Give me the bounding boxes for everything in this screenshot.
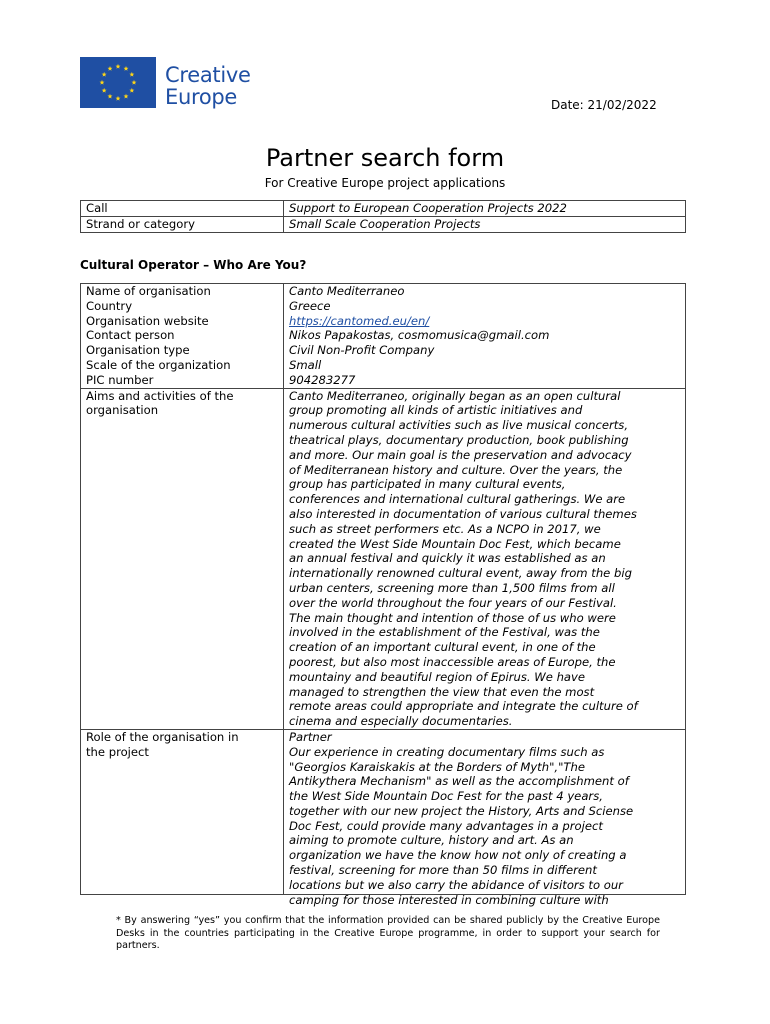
- aims-line: group has participated in many cultural events,: [289, 477, 566, 492]
- role-line: the West Side Mountain Doc Fest for the past 4 years,: [289, 789, 603, 804]
- label-type: Organisation type: [86, 343, 190, 358]
- aims-line: conferences and international cultural gatherings. We are: [289, 492, 626, 507]
- role-line: camping for those interested in combining culture with: [289, 892, 609, 907]
- table-row: [81, 284, 686, 389]
- eu-flag-icon: [80, 57, 156, 108]
- flag-star: [132, 80, 137, 85]
- flag-star: [102, 72, 107, 77]
- table-row: [81, 216, 686, 232]
- role-line: Partner: [289, 729, 332, 744]
- label-name: Name of organisation: [86, 284, 211, 298]
- logo-wordmark: [165, 64, 251, 108]
- flag-star: [102, 88, 107, 93]
- flag-star: [116, 64, 121, 69]
- table-row: [81, 388, 686, 729]
- value-scale: Small: [289, 357, 322, 372]
- value-type: Civil Non-Profit Company: [289, 343, 435, 358]
- aims-line: cinema and especially documentaries.: [289, 714, 513, 729]
- flag-star: [116, 96, 121, 101]
- aims-label-line: organisation: [86, 403, 159, 418]
- role-line: aiming to promote culture, history and art. As an: [289, 833, 574, 848]
- flag-star: [108, 94, 113, 99]
- aims-line: involved in the establishment of the Festival, was the: [289, 625, 600, 640]
- table-row: [81, 729, 686, 894]
- flag-star: [124, 66, 129, 71]
- label-pic: PIC number: [86, 372, 154, 387]
- value-name: Canto Mediterraneo: [289, 284, 405, 298]
- aims-line: poorest, but also most inaccessible areas of Europe, the: [289, 654, 616, 669]
- page-subtitle: For Creative Europe project applications: [264, 176, 506, 190]
- strand-label: Strand or category: [81, 216, 284, 232]
- role-text: [289, 729, 680, 907]
- value-country: Greece: [289, 298, 331, 313]
- flag-star: [129, 72, 134, 77]
- role-line: Doc Fest, could provide many advantages in a project: [289, 818, 603, 833]
- aims-line: also interested in documentation of various cultural themes: [289, 506, 637, 521]
- value-website-link[interactable]: https://cantomed.eu/en/: [289, 313, 430, 328]
- aims-line: Canto Mediterraneo, originally began as an open cultural: [289, 388, 621, 403]
- role-line: organization we have the know how not only of creating a: [289, 848, 627, 863]
- aims-line: urban centers, screening more than 1,500 films from all: [289, 580, 615, 595]
- footnote: * By answering “yes” you confirm that the information provided can be shared publicly by the Creative Europe Desks in the countries participating in the Creative Europe programme, in order to support your search for partners.: [116, 915, 660, 951]
- creative-europe-logo: [80, 57, 260, 109]
- logo-line-1: Creative: [165, 63, 251, 87]
- aims-line: mountainy and beautiful region of Epirus. We have: [289, 669, 586, 684]
- aims-label-line: Aims and activities of the: [86, 388, 234, 403]
- section-title: Cultural Operator – Who Are You?: [80, 258, 307, 272]
- table-row: [81, 201, 686, 217]
- aims-line: creation of an important cultural event, in one of the: [289, 640, 596, 655]
- label-country: Country: [86, 298, 133, 313]
- strand-value: Small Scale Cooperation Projects: [284, 216, 686, 232]
- page-title: Partner search form: [265, 144, 505, 172]
- role-line: Our experience in creating documentary films such as: [289, 744, 605, 759]
- aims-line: created the West Side Mountain Doc Fest, which became: [289, 536, 621, 551]
- field-values: [284, 284, 686, 389]
- value-pic: 904283277: [289, 372, 356, 387]
- role-line: together with our new project the History, Arts and Sciense: [289, 803, 634, 818]
- field-labels: [81, 284, 284, 389]
- role-line: "Georgios Karaiskakis at the Borders of Myth","The: [289, 759, 585, 774]
- flag-star: [100, 80, 105, 85]
- flag-star: [108, 66, 113, 71]
- label-scale: Scale of the organization: [86, 357, 231, 372]
- role-line: locations but we also carry the abidance of visitors to our: [289, 877, 623, 892]
- role-label: [81, 729, 284, 894]
- role-line: Antikythera Mechanism" as well as the accomplishment of: [289, 774, 629, 789]
- aims-line: remote areas could appropriate and integrate the culture of: [289, 699, 638, 714]
- label-contact: Contact person: [86, 328, 175, 343]
- aims-line: theatrical plays, documentary production, book publishing: [289, 432, 629, 447]
- aims-line: managed to strengthen the view that even the most: [289, 684, 595, 699]
- role-line: festival, screening for more than 50 films in different: [289, 863, 597, 878]
- role-value: [284, 729, 686, 907]
- role-label-line: the project: [86, 744, 149, 759]
- call-value: Support to European Cooperation Projects 2022: [284, 201, 686, 217]
- aims-line: of Mediterranean history and culture. Over the years, the: [289, 462, 623, 477]
- aims-line: an annual festival and quickly it was established as an: [289, 551, 606, 566]
- label-website: Organisation website: [86, 313, 209, 328]
- aims-value: [284, 388, 686, 729]
- flag-star: [124, 94, 129, 99]
- aims-line: numerous cultural activities such as live musical concerts,: [289, 418, 629, 433]
- aims-line: The main thought and intention of those of us who were: [289, 610, 616, 625]
- date: Date: 21/02/2022: [551, 98, 657, 112]
- aims-line: such as street performers etc. As a NCPO in 2017, we: [289, 521, 601, 536]
- aims-line: group promoting all kinds of artistic initiatives and: [289, 403, 583, 418]
- flag-star: [129, 88, 134, 93]
- call-table: [80, 200, 686, 233]
- aims-line: and more. Our main goal is the preservation and advocacy: [289, 447, 632, 462]
- value-contact: Nikos Papakostas, cosmomusica@gmail.com: [289, 328, 550, 343]
- role-label-line: Role of the organisation in: [86, 729, 239, 744]
- operator-table: [80, 283, 686, 907]
- aims-line: internationally renowned cultural event, away from the big: [289, 566, 632, 581]
- aims-label: [81, 388, 284, 729]
- aims-line: over the world throughout the four years of our Festival.: [289, 595, 617, 610]
- logo-line-2: Europe: [165, 85, 238, 109]
- call-label: Call: [81, 201, 284, 217]
